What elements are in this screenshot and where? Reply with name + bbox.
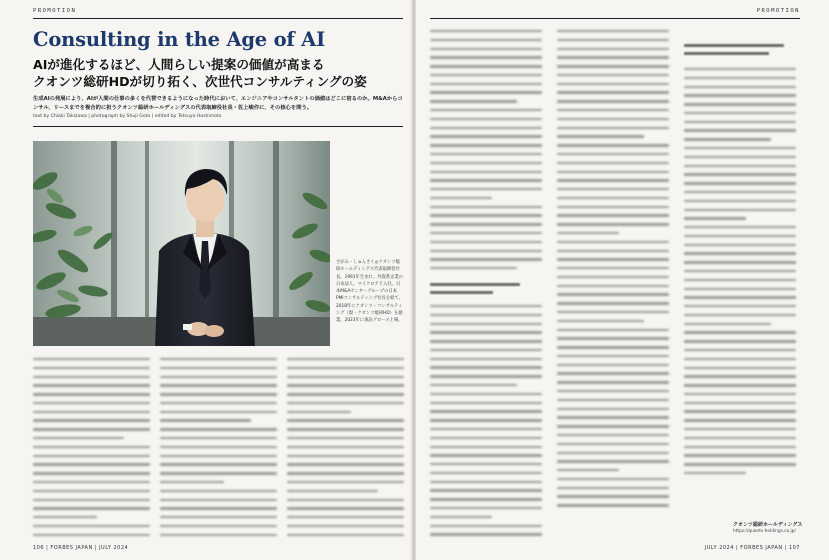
subtitle-line-1: AIが進化するほど、人間らしい提案の価値が高まる (33, 57, 325, 72)
article-subtitle (33, 56, 367, 90)
left-body-column-2 (160, 358, 277, 542)
left-body-column-3 (287, 358, 404, 542)
portrait-photo (33, 141, 330, 346)
right-page (416, 0, 829, 560)
company-credit (733, 521, 802, 534)
section-tag: PROMOTION (33, 8, 77, 14)
left-body-column-1 (33, 358, 150, 542)
right-subheading-2 (684, 44, 784, 60)
right-body-column-1b (430, 305, 542, 542)
credit-url[interactable]: https://quants-holdings.co.jp/ (733, 529, 796, 534)
lead-paragraph: 生成AIの発展により、AIが人間の仕事の多くを代替できるようになった時代において、エンジニアやコンサルタントの価値はどこに宿るのか。M&Aからコンサル、リースまでを複合的に担うクオンツ総研ホールディングスの代表取締役社長・佐上峻作に、その核心を問う。 (33, 96, 403, 111)
credit-company: クオンツ総研ホールディングス (733, 522, 803, 528)
right-body-column-3 (684, 68, 796, 481)
right-body-column-2 (557, 30, 669, 513)
top-rule (33, 18, 403, 19)
section-tag-right: PROMOTION (756, 8, 800, 14)
right-subheading-1 (430, 283, 520, 299)
left-page (0, 0, 412, 560)
subtitle-line-2: クオンツ総研HDが切り拓く、次世代コンサルティングの姿 (33, 74, 367, 89)
byline-rule (33, 126, 403, 127)
photo-caption: さがみ・しゅんさく◎クオンツ総研ホールディングス代表取締役社長。1991年生まれ。外資系企業の日本法人、マイクロアド入社。日本M&Aセンターグループの日本PMIコンサルティング社長を経て、2018年にクオンツ・コンサルティング（現・クオンツ総研HD）を創業。2023年に東証グロース上場。 (336, 260, 404, 324)
left-folio: 106 | FORBES JAPAN | JULY 2024 (33, 545, 129, 551)
portrait-illustration (33, 141, 330, 346)
article-title: Consulting in the Age of AI (33, 28, 326, 51)
right-body-column-1 (430, 30, 542, 285)
right-folio: JULY 2024 | FORBES JAPAN | 107 (704, 545, 800, 551)
top-rule-right (430, 18, 800, 19)
byline: text by Chiaki Takizawa | photograph by Shuji Goto | edited by Tetsuya Hashimoto (33, 114, 222, 119)
